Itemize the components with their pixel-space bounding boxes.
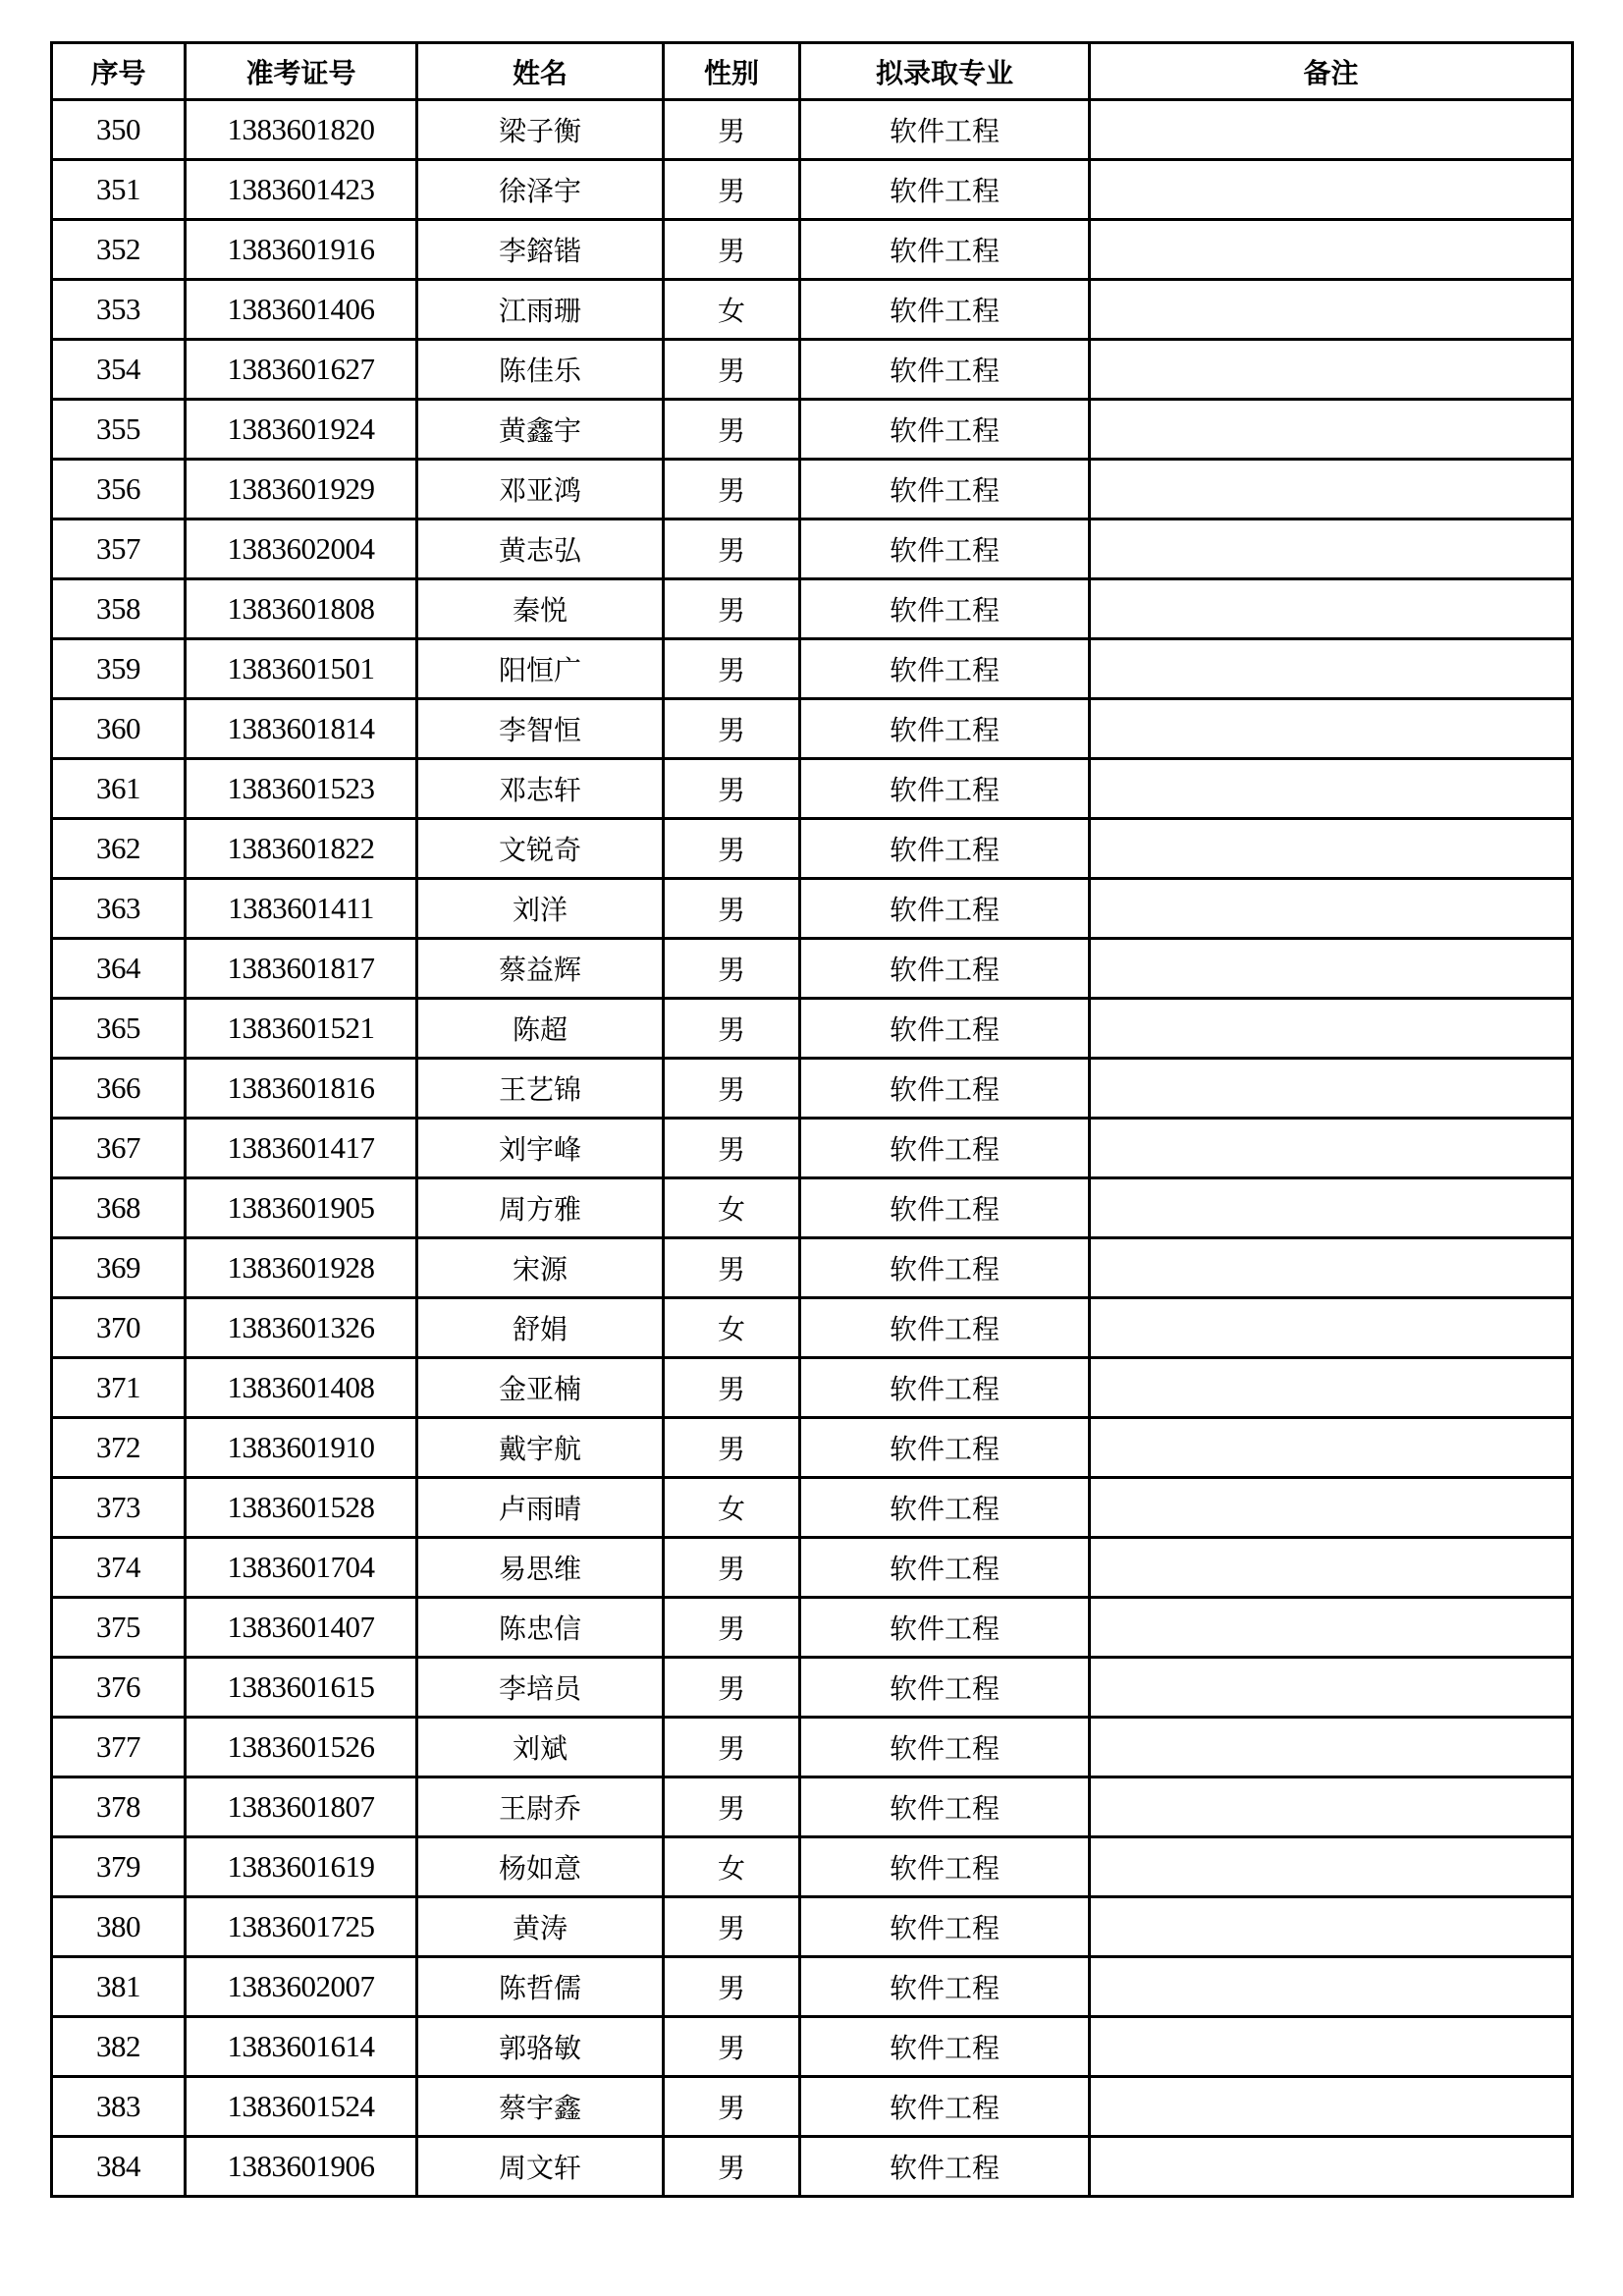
cell-remark — [1090, 999, 1573, 1059]
cell-remark — [1090, 1358, 1573, 1418]
table-row — [52, 639, 1573, 699]
cell-remark — [1090, 879, 1573, 939]
header-remark: 备注 — [1090, 43, 1573, 100]
cell-name: 舒娟 — [417, 1298, 664, 1358]
cell-major: 软件工程 — [800, 579, 1090, 639]
cell-gender: 男 — [664, 1777, 800, 1837]
cell-remark — [1090, 819, 1573, 879]
cell-name: 阳恒广 — [417, 639, 664, 699]
cell-gender: 男 — [664, 1957, 800, 2017]
cell-remark — [1090, 1837, 1573, 1897]
cell-exam-id: 1383601408 — [186, 1358, 417, 1418]
cell-exam-id: 1383601501 — [186, 639, 417, 699]
cell-major: 软件工程 — [800, 1777, 1090, 1837]
cell-name: 文锐奇 — [417, 819, 664, 879]
cell-gender: 男 — [664, 460, 800, 519]
cell-exam-id: 1383601820 — [186, 100, 417, 160]
cell-gender: 男 — [664, 1119, 800, 1178]
cell-seq: 353 — [52, 280, 186, 340]
cell-exam-id: 1383601916 — [186, 220, 417, 280]
cell-major: 软件工程 — [800, 1478, 1090, 1538]
cell-gender: 男 — [664, 2137, 800, 2197]
cell-name: 邓志轩 — [417, 759, 664, 819]
cell-exam-id: 1383601822 — [186, 819, 417, 879]
cell-remark — [1090, 1238, 1573, 1298]
cell-gender: 男 — [664, 1059, 800, 1119]
table-row — [52, 1418, 1573, 1478]
cell-remark — [1090, 699, 1573, 759]
cell-seq: 383 — [52, 2077, 186, 2137]
cell-remark — [1090, 1658, 1573, 1718]
table-row — [52, 1658, 1573, 1718]
cell-gender: 女 — [664, 1478, 800, 1538]
cell-name: 陈哲儒 — [417, 1957, 664, 2017]
cell-gender: 男 — [664, 999, 800, 1059]
cell-exam-id: 1383601906 — [186, 2137, 417, 2197]
cell-remark — [1090, 639, 1573, 699]
header-gender: 性别 — [664, 43, 800, 100]
cell-exam-id: 1383601704 — [186, 1538, 417, 1598]
cell-major: 软件工程 — [800, 819, 1090, 879]
cell-name: 蔡宇鑫 — [417, 2077, 664, 2137]
table-row — [52, 340, 1573, 400]
cell-major: 软件工程 — [800, 1837, 1090, 1897]
cell-major: 软件工程 — [800, 1119, 1090, 1178]
cell-seq: 373 — [52, 1478, 186, 1538]
cell-gender: 男 — [664, 220, 800, 280]
cell-remark — [1090, 1598, 1573, 1658]
cell-seq: 352 — [52, 220, 186, 280]
cell-seq: 367 — [52, 1119, 186, 1178]
table-row — [52, 2137, 1573, 2197]
cell-major: 软件工程 — [800, 1059, 1090, 1119]
cell-name: 宋源 — [417, 1238, 664, 1298]
cell-name: 周方雅 — [417, 1178, 664, 1238]
table-row — [52, 160, 1573, 220]
cell-name: 陈忠信 — [417, 1598, 664, 1658]
cell-name: 陈超 — [417, 999, 664, 1059]
cell-exam-id: 1383601905 — [186, 1178, 417, 1238]
table-row — [52, 1897, 1573, 1957]
cell-remark — [1090, 1538, 1573, 1598]
cell-exam-id: 1383601417 — [186, 1119, 417, 1178]
cell-seq: 362 — [52, 819, 186, 879]
table-row — [52, 879, 1573, 939]
cell-gender: 男 — [664, 2077, 800, 2137]
cell-remark — [1090, 579, 1573, 639]
cell-name: 刘洋 — [417, 879, 664, 939]
cell-exam-id: 1383602004 — [186, 519, 417, 579]
cell-gender: 男 — [664, 699, 800, 759]
cell-name: 邓亚鸿 — [417, 460, 664, 519]
cell-major: 软件工程 — [800, 1718, 1090, 1777]
table-row — [52, 939, 1573, 999]
cell-exam-id: 1383601814 — [186, 699, 417, 759]
table-row — [52, 579, 1573, 639]
cell-exam-id: 1383601528 — [186, 1478, 417, 1538]
table-row — [52, 1777, 1573, 1837]
table-row — [52, 699, 1573, 759]
cell-remark — [1090, 1298, 1573, 1358]
table-header — [52, 43, 1573, 100]
cell-exam-id: 1383601326 — [186, 1298, 417, 1358]
cell-name: 王艺锦 — [417, 1059, 664, 1119]
cell-exam-id: 1383601619 — [186, 1837, 417, 1897]
cell-exam-id: 1383601524 — [186, 2077, 417, 2137]
cell-exam-id: 1383601411 — [186, 879, 417, 939]
cell-major: 软件工程 — [800, 2137, 1090, 2197]
table-row — [52, 1837, 1573, 1897]
cell-seq: 366 — [52, 1059, 186, 1119]
cell-seq: 370 — [52, 1298, 186, 1358]
cell-gender: 男 — [664, 639, 800, 699]
cell-exam-id: 1383601924 — [186, 400, 417, 460]
cell-name: 李培员 — [417, 1658, 664, 1718]
cell-gender: 男 — [664, 1658, 800, 1718]
cell-major: 软件工程 — [800, 1238, 1090, 1298]
cell-name: 卢雨晴 — [417, 1478, 664, 1538]
cell-name: 黄涛 — [417, 1897, 664, 1957]
cell-exam-id: 1383601910 — [186, 1418, 417, 1478]
header-name: 姓名 — [417, 43, 664, 100]
table-row — [52, 819, 1573, 879]
cell-name: 江雨珊 — [417, 280, 664, 340]
cell-gender: 男 — [664, 939, 800, 999]
cell-name: 李鎔锴 — [417, 220, 664, 280]
cell-gender: 男 — [664, 1897, 800, 1957]
cell-seq: 358 — [52, 579, 186, 639]
cell-remark — [1090, 1897, 1573, 1957]
cell-gender: 男 — [664, 879, 800, 939]
table-row — [52, 1478, 1573, 1538]
cell-major: 软件工程 — [800, 220, 1090, 280]
cell-remark — [1090, 759, 1573, 819]
cell-remark — [1090, 1418, 1573, 1478]
cell-major: 软件工程 — [800, 340, 1090, 400]
cell-seq: 377 — [52, 1718, 186, 1777]
cell-gender: 男 — [664, 2017, 800, 2077]
cell-name: 黄鑫宇 — [417, 400, 664, 460]
table-row — [52, 1298, 1573, 1358]
cell-seq: 382 — [52, 2017, 186, 2077]
cell-seq: 350 — [52, 100, 186, 160]
cell-name: 郭骆敏 — [417, 2017, 664, 2077]
cell-remark — [1090, 1119, 1573, 1178]
cell-gender: 男 — [664, 519, 800, 579]
cell-remark — [1090, 1059, 1573, 1119]
cell-seq: 375 — [52, 1598, 186, 1658]
cell-major: 软件工程 — [800, 280, 1090, 340]
cell-major: 软件工程 — [800, 2017, 1090, 2077]
cell-exam-id: 1383601407 — [186, 1598, 417, 1658]
cell-name: 徐泽宇 — [417, 160, 664, 220]
cell-gender: 女 — [664, 280, 800, 340]
cell-name: 蔡益辉 — [417, 939, 664, 999]
header-major: 拟录取专业 — [800, 43, 1090, 100]
cell-gender: 男 — [664, 819, 800, 879]
cell-name: 刘宇峰 — [417, 1119, 664, 1178]
table-row — [52, 2077, 1573, 2137]
cell-exam-id: 1383601521 — [186, 999, 417, 1059]
cell-name: 杨如意 — [417, 1837, 664, 1897]
cell-seq: 354 — [52, 340, 186, 400]
cell-gender: 男 — [664, 1598, 800, 1658]
table-row — [52, 1718, 1573, 1777]
cell-seq: 360 — [52, 699, 186, 759]
cell-gender: 男 — [664, 1718, 800, 1777]
cell-exam-id: 1383601725 — [186, 1897, 417, 1957]
cell-remark — [1090, 1957, 1573, 2017]
cell-remark — [1090, 1178, 1573, 1238]
table-row — [52, 400, 1573, 460]
cell-remark — [1090, 100, 1573, 160]
cell-major: 软件工程 — [800, 999, 1090, 1059]
cell-major: 软件工程 — [800, 160, 1090, 220]
cell-major: 软件工程 — [800, 639, 1090, 699]
cell-exam-id: 1383601816 — [186, 1059, 417, 1119]
header-exam-id: 准考证号 — [186, 43, 417, 100]
cell-major: 软件工程 — [800, 759, 1090, 819]
cell-exam-id: 1383601614 — [186, 2017, 417, 2077]
table-row — [52, 1238, 1573, 1298]
table-row — [52, 1059, 1573, 1119]
cell-gender: 男 — [664, 1538, 800, 1598]
cell-remark — [1090, 1478, 1573, 1538]
cell-seq: 368 — [52, 1178, 186, 1238]
cell-exam-id: 1383601808 — [186, 579, 417, 639]
cell-name: 戴宇航 — [417, 1418, 664, 1478]
table-row — [52, 1538, 1573, 1598]
table-row — [52, 759, 1573, 819]
cell-seq: 372 — [52, 1418, 186, 1478]
cell-major: 软件工程 — [800, 100, 1090, 160]
cell-exam-id: 1383601523 — [186, 759, 417, 819]
cell-major: 软件工程 — [800, 519, 1090, 579]
table-row — [52, 460, 1573, 519]
cell-name: 陈佳乐 — [417, 340, 664, 400]
cell-name: 易思维 — [417, 1538, 664, 1598]
cell-name: 王尉乔 — [417, 1777, 664, 1837]
cell-major: 软件工程 — [800, 939, 1090, 999]
cell-remark — [1090, 220, 1573, 280]
cell-major: 软件工程 — [800, 1598, 1090, 1658]
cell-remark — [1090, 1718, 1573, 1777]
cell-name: 李智恒 — [417, 699, 664, 759]
table-row — [52, 1358, 1573, 1418]
cell-exam-id: 1383601627 — [186, 340, 417, 400]
cell-name: 黄志弘 — [417, 519, 664, 579]
cell-exam-id: 1383601615 — [186, 1658, 417, 1718]
cell-seq: 356 — [52, 460, 186, 519]
cell-remark — [1090, 939, 1573, 999]
cell-major: 软件工程 — [800, 1178, 1090, 1238]
table-row — [52, 2017, 1573, 2077]
cell-exam-id: 1383601526 — [186, 1718, 417, 1777]
cell-remark — [1090, 160, 1573, 220]
header-row — [52, 43, 1573, 100]
cell-exam-id: 1383601817 — [186, 939, 417, 999]
cell-seq: 363 — [52, 879, 186, 939]
cell-name: 金亚楠 — [417, 1358, 664, 1418]
cell-major: 软件工程 — [800, 460, 1090, 519]
cell-gender: 女 — [664, 1298, 800, 1358]
cell-seq: 359 — [52, 639, 186, 699]
cell-exam-id: 1383601423 — [186, 160, 417, 220]
cell-remark — [1090, 519, 1573, 579]
cell-major: 软件工程 — [800, 2077, 1090, 2137]
cell-major: 软件工程 — [800, 1658, 1090, 1718]
cell-major: 软件工程 — [800, 1957, 1090, 2017]
cell-remark — [1090, 2017, 1573, 2077]
cell-seq: 357 — [52, 519, 186, 579]
cell-major: 软件工程 — [800, 1298, 1090, 1358]
cell-seq: 355 — [52, 400, 186, 460]
table-row — [52, 100, 1573, 160]
cell-name: 周文轩 — [417, 2137, 664, 2197]
table-row — [52, 519, 1573, 579]
table-row — [52, 999, 1573, 1059]
cell-gender: 男 — [664, 1358, 800, 1418]
table-body — [52, 100, 1573, 2197]
cell-remark — [1090, 1777, 1573, 1837]
cell-remark — [1090, 2137, 1573, 2197]
cell-gender: 男 — [664, 1238, 800, 1298]
cell-gender: 男 — [664, 340, 800, 400]
table-row — [52, 280, 1573, 340]
cell-seq: 369 — [52, 1238, 186, 1298]
cell-seq: 364 — [52, 939, 186, 999]
cell-exam-id: 1383601928 — [186, 1238, 417, 1298]
cell-seq: 378 — [52, 1777, 186, 1837]
cell-major: 软件工程 — [800, 1358, 1090, 1418]
cell-remark — [1090, 340, 1573, 400]
cell-remark — [1090, 400, 1573, 460]
cell-major: 软件工程 — [800, 1538, 1090, 1598]
admission-roster-table — [50, 41, 1574, 2198]
cell-major: 软件工程 — [800, 1418, 1090, 1478]
cell-gender: 女 — [664, 1837, 800, 1897]
cell-gender: 女 — [664, 1178, 800, 1238]
cell-seq: 376 — [52, 1658, 186, 1718]
cell-exam-id: 1383601929 — [186, 460, 417, 519]
cell-gender: 男 — [664, 100, 800, 160]
cell-major: 软件工程 — [800, 400, 1090, 460]
header-seq: 序号 — [52, 43, 186, 100]
cell-remark — [1090, 460, 1573, 519]
cell-seq: 365 — [52, 999, 186, 1059]
cell-gender: 男 — [664, 400, 800, 460]
cell-name: 刘斌 — [417, 1718, 664, 1777]
cell-gender: 男 — [664, 759, 800, 819]
cell-seq: 380 — [52, 1897, 186, 1957]
cell-seq: 381 — [52, 1957, 186, 2017]
cell-name: 梁子衡 — [417, 100, 664, 160]
table-row — [52, 1957, 1573, 2017]
table-row — [52, 1598, 1573, 1658]
cell-major: 软件工程 — [800, 699, 1090, 759]
cell-seq: 384 — [52, 2137, 186, 2197]
cell-seq: 379 — [52, 1837, 186, 1897]
cell-exam-id: 1383601807 — [186, 1777, 417, 1837]
cell-seq: 374 — [52, 1538, 186, 1598]
cell-seq: 361 — [52, 759, 186, 819]
cell-major: 软件工程 — [800, 1897, 1090, 1957]
cell-gender: 男 — [664, 160, 800, 220]
table-row — [52, 220, 1573, 280]
cell-name: 秦悦 — [417, 579, 664, 639]
cell-exam-id: 1383601406 — [186, 280, 417, 340]
cell-seq: 371 — [52, 1358, 186, 1418]
table-row — [52, 1178, 1573, 1238]
cell-remark — [1090, 280, 1573, 340]
cell-gender: 男 — [664, 1418, 800, 1478]
cell-major: 软件工程 — [800, 879, 1090, 939]
cell-seq: 351 — [52, 160, 186, 220]
table-row — [52, 1119, 1573, 1178]
cell-exam-id: 1383602007 — [186, 1957, 417, 2017]
cell-gender: 男 — [664, 579, 800, 639]
cell-remark — [1090, 2077, 1573, 2137]
